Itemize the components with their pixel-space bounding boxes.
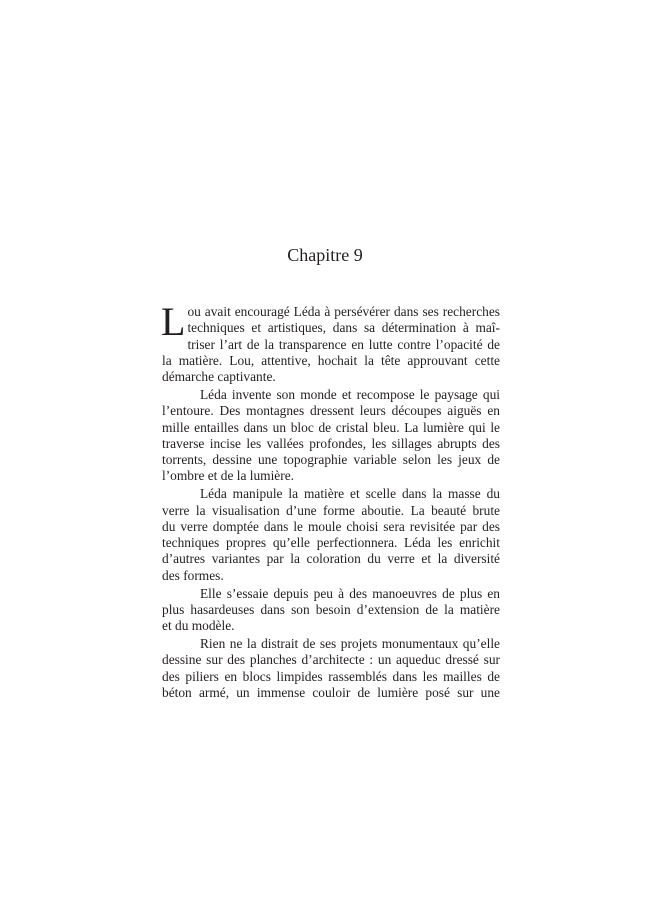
text-line: traverse incise les vallées profondes, les sillages abrupts des — [162, 435, 500, 451]
paragraph — [161, 299, 500, 385]
text-line: du verre domptée dans le moule choisi sera revisitée par des — [162, 518, 500, 534]
text-line: démarche captivante. — [162, 369, 276, 385]
text-line: ou avait encouragé Léda à persévérer dans ses recherches — [187, 304, 500, 319]
text-line: mille entailles dans un bloc de cristal bleu. La lumière qui le — [162, 419, 500, 435]
drop-cap: L — [161, 299, 186, 344]
text-line: dessine sur des planches d’architecte : un aqueduc dressé sur — [162, 652, 500, 668]
paragraph — [162, 636, 500, 701]
text-line: béton armé, un immense couloir de lumière posé sur une — [162, 684, 500, 700]
text-line: verre la visualisation d’une forme aboutie. La beauté brute — [162, 502, 500, 518]
text-line: Léda invente son monde et recompose le paysage qui — [200, 386, 500, 402]
text-line: d’autres variantes par la coloration du verre et la diversité — [162, 551, 500, 567]
text-line: torrents, dessine une topographie variable selon les jeux de — [162, 452, 500, 468]
text-line: triser l’art de la transparence en lutte contre l’opacité de — [187, 336, 500, 352]
text-line: Elle s’essaie depuis peu à des manoeuvres de plus en — [200, 585, 500, 601]
text-line: des piliers en blocs limpides rassemblés dans les mailles de — [162, 668, 500, 684]
paragraph — [162, 586, 500, 635]
text-line: techniques et artistiques, dans sa détermination à maî- — [187, 320, 500, 336]
text-line: Léda manipule la matière et scelle dans la masse du — [200, 486, 500, 502]
text-line: l’ombre et de la lumière. — [162, 468, 294, 484]
paragraph — [162, 486, 500, 584]
text-line: plus hasardeuses dans son besoin d’extension de la matière — [162, 601, 500, 617]
text-line: techniques propres qu’elle perfectionnera. Léda les enrichit — [162, 535, 500, 551]
text-line: la matière. Lou, attentive, hochait la tête approuvant cette — [162, 352, 500, 368]
chapter-title: Chapitre 9 — [287, 245, 363, 265]
text-line: des formes. — [162, 567, 224, 583]
text-line: Rien ne la distrait de ses projets monumentaux qu’elle — [200, 635, 500, 651]
text-line: et du modèle. — [162, 618, 235, 634]
text-line: l’entoure. Des montagnes dressent leurs découpes aiguës en — [162, 403, 500, 419]
chapter-body — [161, 299, 500, 701]
paragraph — [162, 387, 500, 485]
